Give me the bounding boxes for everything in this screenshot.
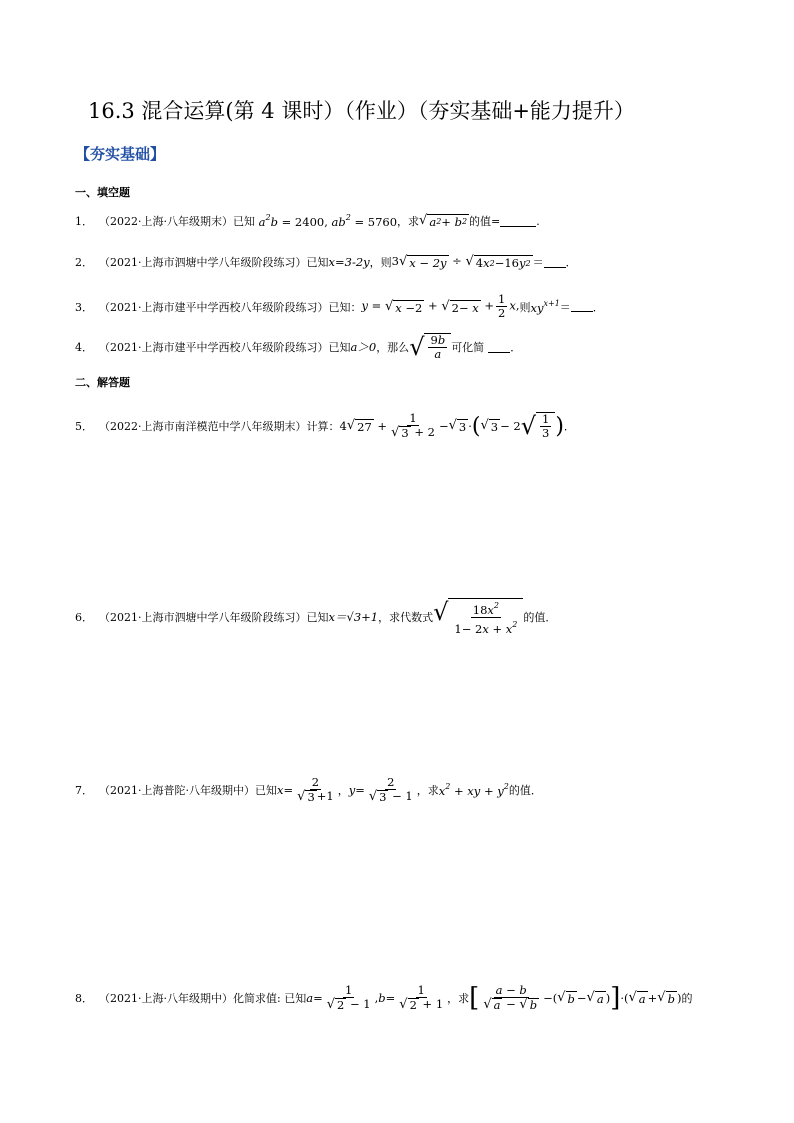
question-source: （2021·上海市泗塘中学八年级阶段练习）已知 xyxy=(99,256,329,269)
question-text: ，求 xyxy=(397,215,420,228)
question-text: . xyxy=(536,214,540,228)
sqrt-expression: √ a 2 + b 2 xyxy=(419,212,468,229)
question-4 xyxy=(75,333,521,361)
question-2 xyxy=(75,254,577,270)
math-expression: x = 2 √ 3 +1 xyxy=(277,775,334,804)
math-expression: $a^2b = 2400$, $ab^2 = 5760$ xyxy=(255,213,398,229)
question-source: （2021·上海普陀·八年级期中）已知 xyxy=(99,784,277,797)
question-text: ， xyxy=(337,784,349,797)
question-source: （2021·上海·八年级期中）化简求值: 已知 xyxy=(99,992,307,1005)
math-expression: y = 2 √ 3 − 1 xyxy=(348,775,413,804)
question-number: 7． xyxy=(75,784,93,797)
question-text: ＝ xyxy=(532,256,544,269)
heading-fill-blank: 一、填空题 xyxy=(75,186,130,199)
question-text: ＝ xyxy=(559,300,571,314)
answer-blank[interactable] xyxy=(544,257,566,268)
question-text: ，则 xyxy=(369,256,392,269)
heading-answer: 二、解答题 xyxy=(75,376,130,389)
question-text: 则 xyxy=(519,300,531,314)
question-text: 可化简 xyxy=(451,341,485,354)
page-title: 16.3 混合运算(第 4 课时）（作业）（夯实基础+能力提升） xyxy=(88,99,635,123)
math-expression: $xy^{x+1}$ xyxy=(530,298,560,315)
condition: a＞0 xyxy=(350,340,377,354)
math-expression: 4 √ 27 + 1 √ 3 + 2 − √ 3 · ( √ 3 − 2 √ $\frac{1}{3}$ ) xyxy=(339,411,564,440)
question-text: ． xyxy=(592,300,604,314)
question-source: （2022·上海·八年级期末）已知 xyxy=(99,215,255,228)
question-7 xyxy=(75,776,542,804)
question-source: （2021·上海市泗塘中学八年级阶段练习）已知 xyxy=(99,611,329,624)
question-number: 5． xyxy=(75,420,93,433)
question-number: 1． xyxy=(75,215,93,228)
condition: x＝√3+1 xyxy=(328,610,379,624)
question-text: ． xyxy=(510,341,522,354)
sqrt-expression: √ $\frac{9b}{a}$ xyxy=(409,333,451,361)
question-text: 的值= xyxy=(469,215,501,228)
question-text: ，求 xyxy=(416,784,439,797)
question-text: 的 xyxy=(681,992,693,1005)
math-expression: 3 √ x − 2y ÷ √ 4 x 2 − 16 y 2 xyxy=(391,254,531,270)
question-number: 2． xyxy=(75,256,93,269)
question-3 xyxy=(75,293,604,320)
question-6 xyxy=(75,598,556,636)
answer-blank[interactable] xyxy=(571,301,593,312)
math-expression: [ a − b √ a − √ b −( √ b − √ a ) ] ·( √ a + √ b ) xyxy=(469,983,682,1013)
question-1 xyxy=(75,213,540,229)
question-text: ，那么 xyxy=(376,341,410,354)
question-text: ． xyxy=(565,256,577,269)
question-source: （2021·上海市建平中学西校八年级阶段练习）已知 xyxy=(99,341,351,354)
question-number: 3． xyxy=(75,300,93,314)
question-text: ，求 xyxy=(447,992,470,1005)
math-expression: a = 1 √ 2 − 1 , b = 1 √ 2 + 1 xyxy=(306,983,444,1012)
question-number: 8． xyxy=(75,992,93,1005)
section-label: 【夯实基础】 xyxy=(75,145,166,163)
question-number: 6． xyxy=(75,611,93,624)
sqrt-expression: √ $\frac{18x^2}{1- 2x + x^2}$ xyxy=(433,598,523,636)
question-5 xyxy=(75,412,575,440)
question-source: （2022·上海市南洋模范中学八年级期末）计算： xyxy=(99,420,340,433)
math-expression: y = √ x − 2 + √ 2 − x + $\frac{1}{2}$ x, xyxy=(361,292,520,320)
answer-blank[interactable] xyxy=(500,216,536,227)
question-text: ，求代数式 xyxy=(378,611,434,624)
math-expression: $x^2$ + xy + $y^2$ xyxy=(438,782,509,798)
question-text: 的值． xyxy=(508,784,542,797)
question-8 xyxy=(75,984,692,1012)
question-text: ． xyxy=(563,420,575,433)
question-text: 的值． xyxy=(523,611,557,624)
question-source: （2021·上海市建平中学西校八年级阶段练习）已知： xyxy=(99,300,362,314)
answer-blank[interactable] xyxy=(488,342,510,353)
condition: x=3-2y xyxy=(328,255,370,269)
question-number: 4． xyxy=(75,341,93,354)
